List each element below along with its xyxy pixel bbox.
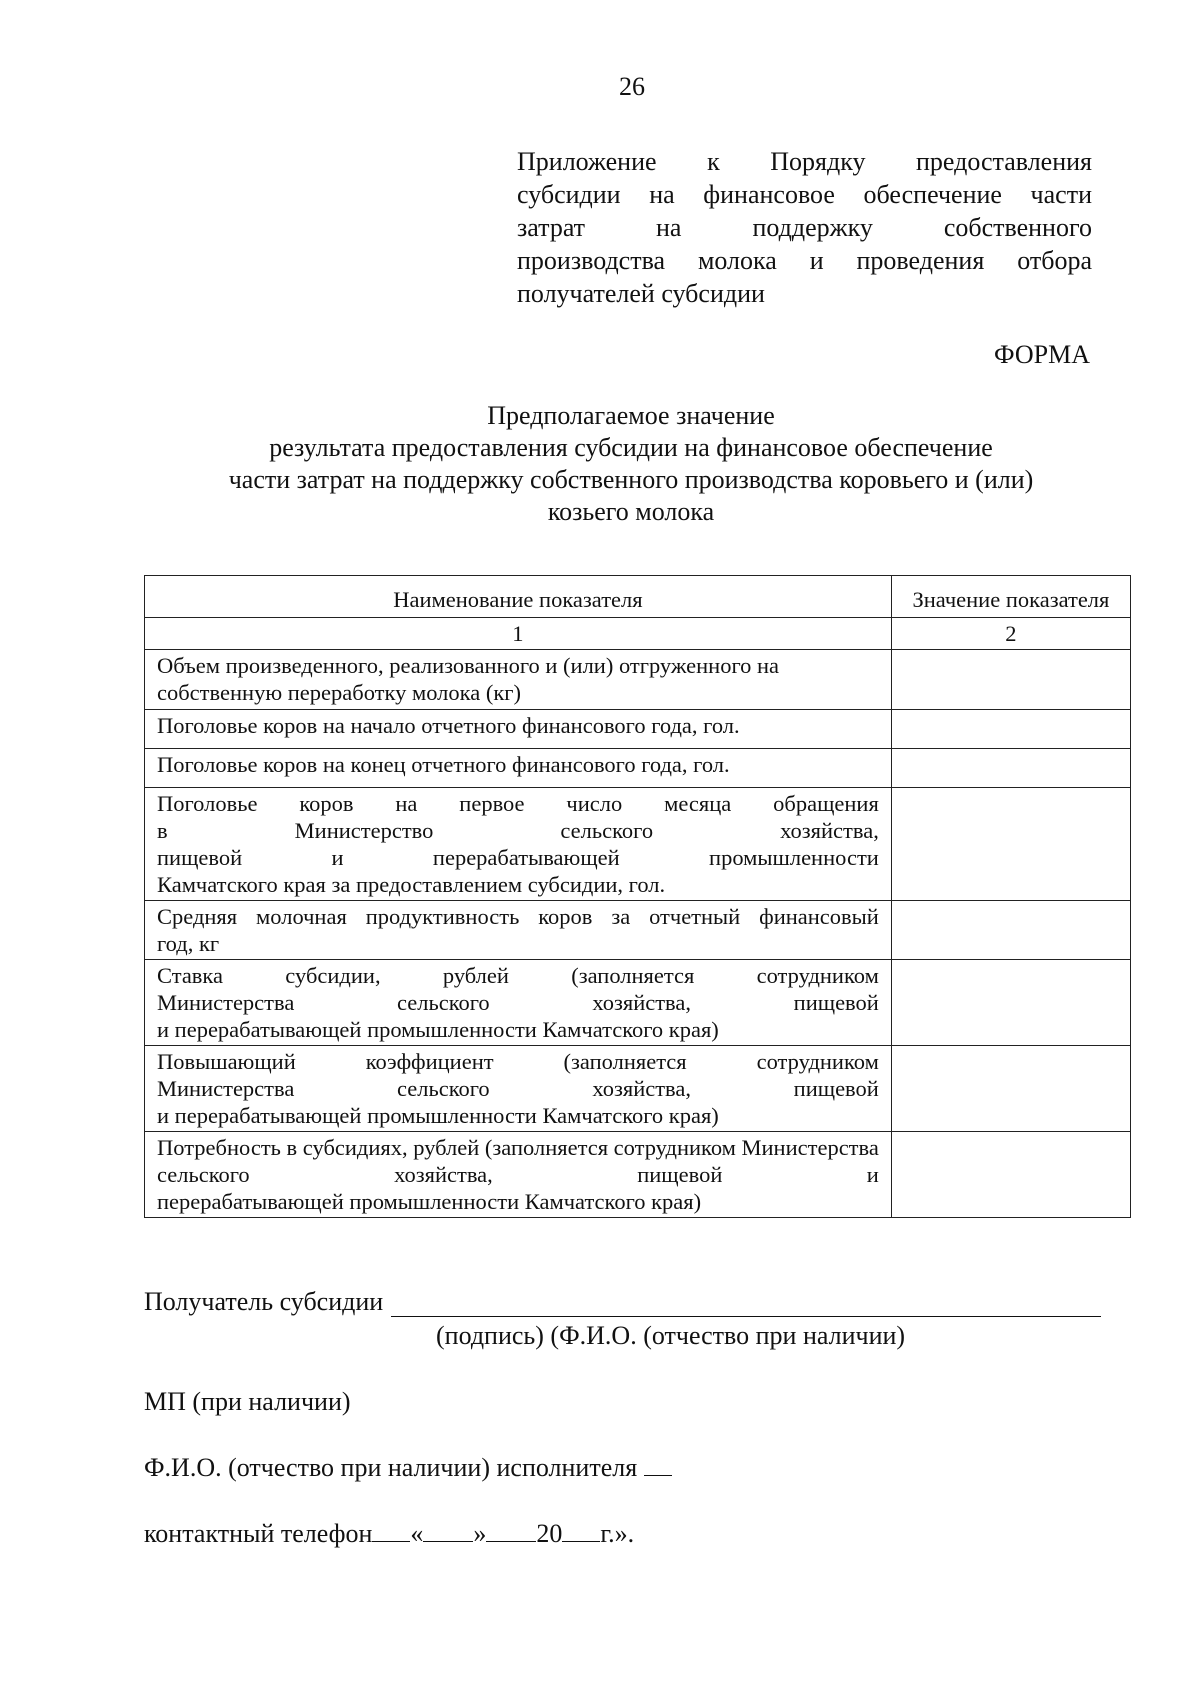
appendix-line-4: производства молока и проведения отбора <box>517 246 1092 275</box>
indicator-name-line: перерабатывающей промышленности Камчатского края) <box>157 1189 702 1214</box>
appendix-line-3: затрат на поддержку собственного <box>517 213 1092 242</box>
form-label: ФОРМА <box>994 340 1090 369</box>
table-row <box>145 710 1131 749</box>
column-number-1: 1 <box>145 618 892 650</box>
appendix-line-2: субсидии на финансовое обеспечение части <box>517 180 1092 209</box>
indicator-name-line: пищевой и перерабатывающей промышленности <box>157 845 879 870</box>
indicator-name-line: год, кг <box>157 931 220 956</box>
indicator-value-cell[interactable] <box>891 1046 1130 1132</box>
indicator-name-cell <box>145 788 892 901</box>
indicator-name-cell <box>145 650 892 710</box>
indicators-table <box>144 575 1131 1218</box>
indicator-name-cell <box>145 1046 892 1132</box>
indicator-name-line: и перерабатывающей промышленности Камчатского края) <box>157 1103 719 1128</box>
indicator-name-line: Поголовье коров на начало отчетного финансового года, гол. <box>157 713 740 738</box>
table-row <box>145 749 1131 788</box>
table-header-row <box>145 576 1131 618</box>
table-row <box>145 960 1131 1046</box>
title-line-4: козьего молока <box>547 497 715 526</box>
indicator-name-line: Ставка субсидии, рублей (заполняется сотрудником <box>157 963 879 988</box>
appendix-line-1: Приложение к Порядку предоставления <box>517 147 1092 176</box>
year-field[interactable] <box>562 1519 600 1542</box>
indicator-name-line: Поголовье коров на первое число месяца обращения <box>157 791 879 816</box>
indicator-name-line: Потребность в субсидиях, рублей (заполняется сотрудником Министерства <box>157 1135 879 1160</box>
column-number-2: 2 <box>891 618 1130 650</box>
indicator-value-cell[interactable] <box>891 788 1130 901</box>
indicator-name-line: сельского хозяйства, пищевой и <box>157 1162 879 1187</box>
executor-line <box>144 1453 672 1483</box>
executor-label: Ф.И.О. (отчество при наличии) исполнителя <box>144 1453 638 1482</box>
table-row <box>145 788 1131 901</box>
table-row <box>145 901 1131 960</box>
phone-field[interactable] <box>372 1519 410 1542</box>
title-line-1: Предполагаемое значение <box>487 401 775 430</box>
table-row <box>145 1046 1131 1132</box>
title-line-2: результата предоставления субсидии на финансовое обеспечение <box>269 433 993 462</box>
header-indicator-value: Значение показателя <box>891 576 1130 618</box>
column-number-row <box>145 618 1131 650</box>
year-prefix: 20 <box>536 1519 563 1548</box>
date-quote-open: « <box>410 1519 424 1548</box>
day-field[interactable] <box>423 1519 473 1542</box>
page-number: 26 <box>619 72 645 101</box>
indicator-name-line: и перерабатывающей промышленности Камчатского края) <box>157 1017 719 1042</box>
document-title <box>146 400 1116 528</box>
year-suffix: г.». <box>600 1519 635 1548</box>
indicator-value-cell[interactable] <box>891 901 1130 960</box>
indicator-value-cell[interactable] <box>891 749 1130 788</box>
appendix-reference <box>517 145 1092 310</box>
indicator-name-cell <box>145 901 892 960</box>
indicator-value-cell[interactable] <box>891 1132 1130 1218</box>
recipient-label: Получатель субсидии <box>144 1287 384 1316</box>
indicator-name-line: Министерства сельского хозяйства, пищевой <box>157 1076 879 1101</box>
indicator-name-cell <box>145 960 892 1046</box>
header-indicator-name: Наименование показателя <box>145 576 892 618</box>
indicator-name-line: Камчатского края за предоставлением субсидии, гол. <box>157 872 666 897</box>
stamp-label: МП (при наличии) <box>144 1387 351 1416</box>
table-row <box>145 650 1131 710</box>
date-quote-close: » <box>473 1519 487 1548</box>
indicator-value-cell[interactable] <box>891 960 1130 1046</box>
indicator-name-line: Министерства сельского хозяйства, пищевой <box>157 990 879 1015</box>
indicator-name-cell <box>145 1132 892 1218</box>
executor-name-field[interactable] <box>644 1453 672 1476</box>
phone-date-line <box>144 1519 634 1549</box>
month-field[interactable] <box>486 1519 536 1542</box>
indicator-name-line: Поголовье коров на конец отчетного финансового года, гол. <box>157 752 730 777</box>
indicator-name-line: в Министерство сельского хозяйства, <box>157 818 879 843</box>
indicator-value-cell[interactable] <box>891 710 1130 749</box>
indicator-name-line: Повышающий коэффициент (заполняется сотрудником <box>157 1049 879 1074</box>
appendix-line-5: получателей субсидии <box>517 279 765 308</box>
indicator-name-cell <box>145 710 892 749</box>
signature-hint: (подпись) (Ф.И.О. (отчество при наличии) <box>436 1321 906 1350</box>
indicator-name-line: Средняя молочная продуктивность коров за отчетный финансовый <box>157 904 879 929</box>
phone-label: контактный телефон <box>144 1519 373 1548</box>
indicator-name-cell <box>145 749 892 788</box>
indicator-value-cell[interactable] <box>891 650 1130 710</box>
indicator-name-line: собственную переработку молока (кг) <box>157 680 521 705</box>
recipient-line <box>144 1287 1124 1317</box>
table-row <box>145 1132 1131 1218</box>
recipient-signature-field[interactable] <box>391 1290 1101 1317</box>
indicator-name-line: Объем произведенного, реализованного и (или) отгруженного на <box>157 653 780 678</box>
title-line-3: части затрат на поддержку собственного производства коровьего и (или) <box>228 465 1034 494</box>
